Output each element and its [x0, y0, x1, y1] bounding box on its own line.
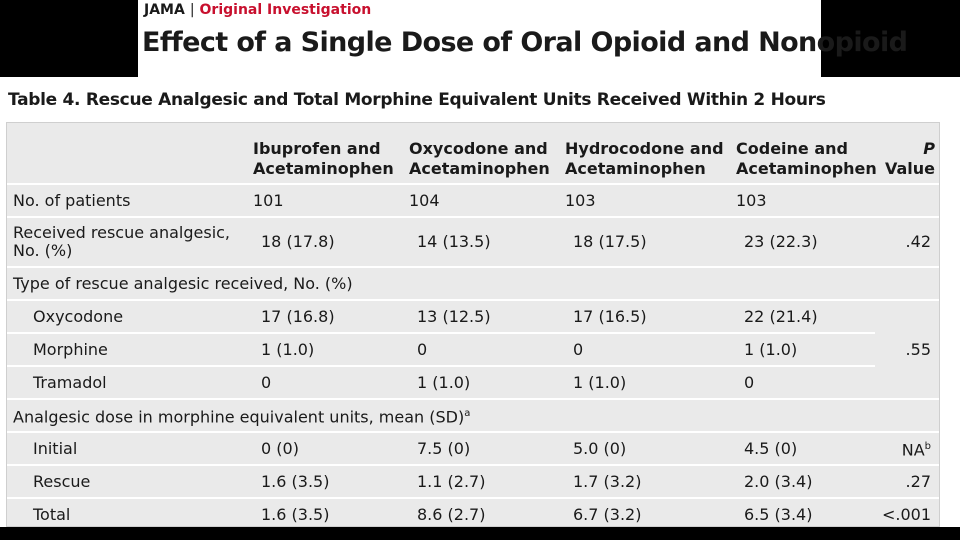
cell: 4.5 (0): [730, 432, 875, 465]
row-label: Initial: [7, 432, 247, 465]
cell: 0 (0): [247, 432, 403, 465]
cell: 6.7 (3.2): [559, 498, 730, 530]
journal-line: [144, 2, 371, 18]
p-value-cell: .55: [875, 300, 939, 399]
cell: 1 (1.0): [247, 333, 403, 366]
table-row: [7, 465, 939, 498]
article-title: Effect of a Single Dose of Oral Opioid and Nonopioid: [142, 27, 908, 58]
column-header-hydrocodone: Hydrocodone and Acetaminophen: [559, 123, 730, 184]
cell: 0: [730, 366, 875, 399]
cell: 7.5 (0): [403, 432, 559, 465]
cell: 1.1 (2.7): [403, 465, 559, 498]
cell: 17 (16.5): [559, 300, 730, 333]
table-row: [7, 184, 939, 217]
cell: 22 (21.4): [730, 300, 875, 333]
cell: 8.6 (2.7): [403, 498, 559, 530]
table-row: [7, 300, 939, 333]
header-empty: [7, 123, 247, 184]
header-separator: |: [189, 2, 195, 18]
cell: 17 (16.8): [247, 300, 403, 333]
cell: 1 (1.0): [403, 366, 559, 399]
p-value-cell: .27: [875, 465, 939, 498]
article-type: Original Investigation: [199, 2, 372, 18]
p-value-cell: [875, 184, 939, 217]
cell: 104: [403, 184, 559, 217]
cell: 1.6 (3.5): [247, 498, 403, 530]
column-header-oxycodone: Oxycodone and Acetaminophen: [403, 123, 559, 184]
cell: 103: [559, 184, 730, 217]
cell: 0: [247, 366, 403, 399]
p-value-cell: <.001: [875, 498, 939, 530]
section-label: Analgesic dose in morphine equivalent units, mean (SD)$^a$: [7, 399, 939, 432]
row-label: Morphine: [7, 333, 247, 366]
cell: 2.0 (3.4): [730, 465, 875, 498]
cell: 5.0 (0): [559, 432, 730, 465]
data-table-box: [6, 122, 940, 527]
cell: 23 (22.3): [730, 217, 875, 267]
cell: 18 (17.8): [247, 217, 403, 267]
row-label: Oxycodone: [7, 300, 247, 333]
row-label: Total: [7, 498, 247, 530]
bottom-bar: [0, 527, 960, 540]
cell: 1.6 (3.5): [247, 465, 403, 498]
cell: 1 (1.0): [559, 366, 730, 399]
row-label: No. of patients: [7, 184, 247, 217]
column-header-ibuprofen: Ibuprofen and Acetaminophen: [247, 123, 403, 184]
cell: 103: [730, 184, 875, 217]
footnote-marker: b: [924, 440, 931, 452]
table-panel: [0, 77, 960, 527]
column-header-p-value: P Value: [875, 123, 939, 184]
section-label: Type of rescue analgesic received, No. (%): [7, 267, 939, 300]
cell: 0: [403, 333, 559, 366]
table-row: [7, 366, 939, 399]
table-row: [7, 217, 939, 267]
table-caption: Table 4. Rescue Analgesic and Total Morphine Equivalent Units Received Within 2 Hours: [8, 90, 826, 110]
p-value-cell: .42: [875, 217, 939, 267]
article-header: [138, 0, 908, 77]
cell: 14 (13.5): [403, 217, 559, 267]
cell: 0: [559, 333, 730, 366]
cell: 18 (17.5): [559, 217, 730, 267]
cell: 101: [247, 184, 403, 217]
cell: 1.7 (3.2): [559, 465, 730, 498]
cell: 13 (12.5): [403, 300, 559, 333]
section-header-row: [7, 267, 939, 300]
row-label: Tramadol: [7, 366, 247, 399]
cell: 6.5 (3.4): [730, 498, 875, 530]
table-header-row: [7, 123, 939, 184]
p-value-cell: $NA^b$: [875, 432, 939, 465]
table-row: [7, 333, 939, 366]
table-row: [7, 432, 939, 465]
column-header-codeine: Codeine and Acetaminophen: [730, 123, 875, 184]
cell: 1 (1.0): [730, 333, 875, 366]
data-table: [7, 123, 939, 530]
row-label: Received rescue analgesic, No. (%): [7, 217, 247, 267]
footnote-marker: a: [464, 407, 471, 419]
journal-name: JAMA: [144, 2, 185, 18]
row-label: Rescue: [7, 465, 247, 498]
table-row: [7, 498, 939, 530]
section-header-row: [7, 399, 939, 432]
